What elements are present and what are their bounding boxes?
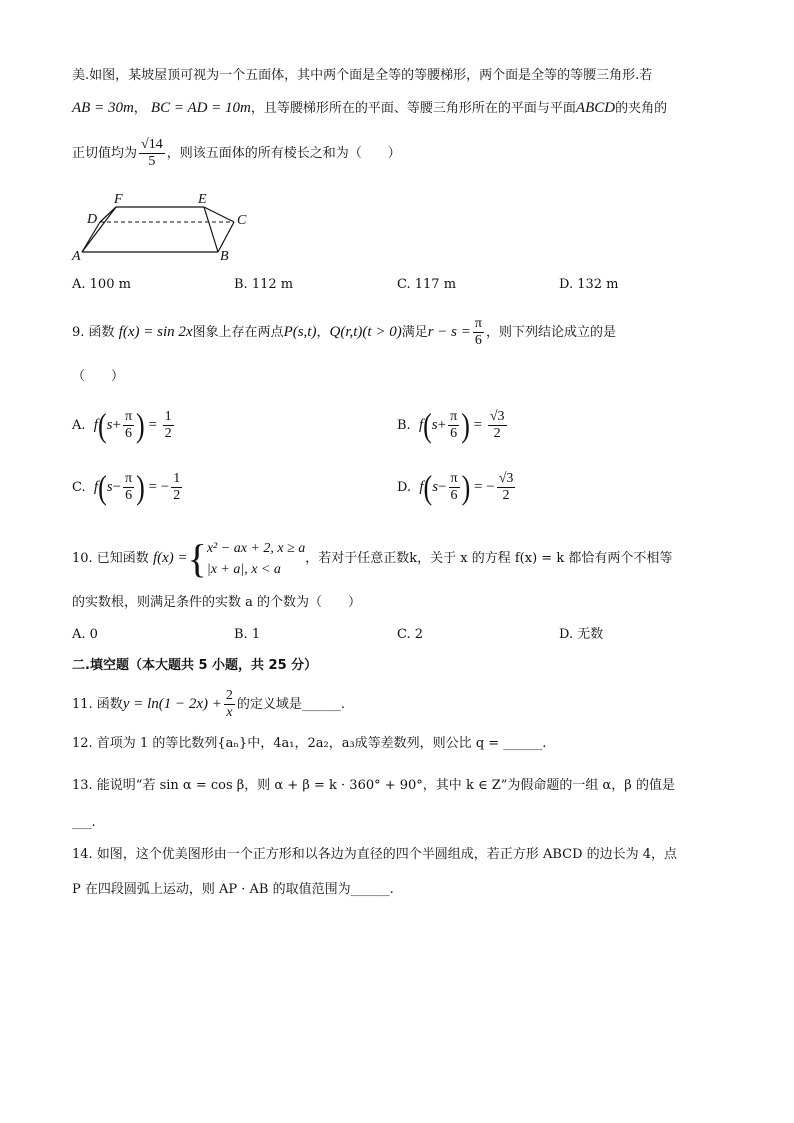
section-fill-in-title: 二.填空题（本大题共 5 小题，共 25 分） bbox=[72, 658, 318, 673]
q9-option-d: D. f(s− $\frac{\pi}{6}$ ) = − $\frac{√3}{2}$ bbox=[397, 468, 514, 506]
q8-option-c: C. 117 m bbox=[397, 277, 457, 292]
q11-expr: y = ln(1 − 2x) + bbox=[122, 696, 222, 712]
q11-post: 的定义域是______. bbox=[236, 697, 346, 712]
label-d: D bbox=[87, 212, 98, 227]
q9-cond: r − s = bbox=[427, 324, 471, 340]
q14-line2: P 在四段圆弧上运动，则 AP · AB 的取值范围为______. bbox=[72, 882, 394, 897]
q9-opt-a-label: A. bbox=[72, 418, 86, 433]
q9-opt-c-sign: − bbox=[112, 479, 122, 495]
q9-cond-den: 6 bbox=[474, 333, 482, 348]
edge-bc bbox=[218, 222, 234, 252]
q9-option-c: C. f(s− $\frac{\pi}{6}$ ) = − $\frac{1}{2}$ bbox=[72, 468, 181, 506]
q9-cond-frac bbox=[473, 316, 484, 349]
q9-opt-d-neg: − bbox=[486, 479, 495, 495]
q9-opt-d-six: 6 bbox=[450, 488, 458, 503]
q8-frac-den: 5 bbox=[148, 154, 156, 169]
q9-stem bbox=[72, 314, 754, 351]
label-f: F bbox=[114, 192, 123, 207]
label-e: E bbox=[198, 192, 207, 207]
q11-frac bbox=[224, 688, 235, 721]
q8-frac-num: √14 bbox=[141, 137, 163, 152]
q9-point-q: Q(r,t)(t > 0) bbox=[329, 324, 402, 340]
q9-mid2: 满足 bbox=[401, 325, 428, 340]
q9-opt-d-sign: − bbox=[438, 479, 447, 495]
q11-pre: 11. 函数 bbox=[72, 697, 123, 712]
q9-opt-d-pi: π bbox=[450, 471, 458, 486]
q10-option-a: A. 0 bbox=[72, 627, 98, 642]
q8-figure bbox=[70, 190, 260, 265]
q9-opt-c-six: 6 bbox=[125, 488, 133, 503]
q9-option-b: B. f(s+ $\frac{\pi}{6}$ ) = $\frac{√3}{2}$ bbox=[397, 406, 505, 444]
q10-piece1: x² − ax + 2, x ≥ a bbox=[206, 540, 306, 556]
label-a: A bbox=[72, 249, 81, 264]
q10-line2: 的实数根，则满足条件的实数 a 的个数为（ ） bbox=[72, 595, 362, 610]
q9-opt-c-rhs-num: 1 bbox=[173, 471, 181, 486]
q8-ab: AB = 30m bbox=[72, 100, 134, 116]
q11-num: 2 bbox=[225, 688, 233, 703]
q9-opt-d-rhs-den: 2 bbox=[502, 488, 510, 503]
q9-paren: （ ） bbox=[72, 369, 125, 384]
q10-option-b: B. 1 bbox=[234, 627, 261, 642]
edge-eb bbox=[204, 207, 218, 252]
q9-opt-b-sign: + bbox=[437, 417, 447, 433]
q9-opt-b-rhs-den: 2 bbox=[493, 426, 501, 441]
label-b: B bbox=[220, 249, 229, 264]
q9-comma: ， bbox=[316, 325, 330, 340]
q8-bc: BC = AD = 10m bbox=[150, 100, 251, 116]
q9-opt-d-label: D. bbox=[397, 480, 412, 495]
q10-option-d: D. 无数 bbox=[559, 627, 604, 642]
q9-option-a: A. f(s+ $\frac{\pi}{6}$ ) = $\frac{1}{2}$ bbox=[72, 406, 172, 444]
q9-opt-c-rhs-den: 2 bbox=[173, 488, 181, 503]
q9-fx: f(x) = sin 2x bbox=[118, 324, 193, 340]
q9-opt-a-pi: π bbox=[124, 409, 133, 424]
q11-den: x bbox=[226, 705, 233, 720]
q10-brace: { bbox=[187, 535, 207, 581]
q10-option-c: C. 2 bbox=[397, 627, 424, 642]
q13-line2: ___. bbox=[72, 815, 96, 830]
q9-opt-a-rhs-num: 1 bbox=[164, 409, 172, 424]
q9-opt-d-rhs-num: √3 bbox=[498, 471, 514, 486]
q10-stem bbox=[72, 536, 754, 581]
q9-opt-b-rhs-num: √3 bbox=[489, 409, 505, 424]
q9-opt-c-label: C. bbox=[72, 480, 86, 495]
q9-opt-a-sign: + bbox=[112, 417, 121, 433]
q9-mid1: 图象上存在两点 bbox=[192, 325, 284, 340]
q14-line1: 14. 如图，这个优美图形由一个正方形和以各边为直径的四个半圆组成，若正方形 ABCD 的边长为 4，点 bbox=[72, 847, 678, 862]
q8-line1: 美.如图，某坡屋顶可视为一个五面体，其中两个面是全等的等腰梯形，两个面是全等的等腰三角形.若 bbox=[72, 68, 653, 83]
q9-opt-b-six: 6 bbox=[450, 426, 458, 441]
q9-cond-num: π bbox=[474, 316, 482, 331]
q8-line2: AB = 30m， BC = AD = 10m，且等腰梯形所在的平面、等腰三角形所在的平面与平面ABCD的夹角的 bbox=[72, 100, 668, 116]
q10-pieces bbox=[207, 538, 305, 580]
q9-point-p: P(s,t) bbox=[283, 324, 317, 340]
q9-opt-c-neg: − bbox=[160, 479, 170, 495]
q8-line3 bbox=[72, 136, 754, 172]
q9-opt-a-six: 6 bbox=[124, 426, 132, 441]
q11-stem bbox=[72, 686, 754, 723]
q8-fraction bbox=[139, 137, 165, 170]
q8-line2-end: 的夹角的 bbox=[615, 101, 668, 116]
q9-opt-c-pi: π bbox=[125, 471, 133, 486]
q13-line1: 13. 能说明“若 sin α = cos β，则 α + β = k · 360° + 90°，其中 k ∈ Z”为假命题的一组 α，β 的值是 bbox=[72, 778, 675, 793]
q8-line3-post: ，则该五面体的所有棱长之和为（ ） bbox=[166, 146, 401, 161]
q10-pre: 10. 已知函数 bbox=[72, 551, 149, 566]
q12-stem: 12. 首项为 1 的等比数列{aₙ}中，4a₁，2a₂，a₃成等差数列，则公比 q = ______. bbox=[72, 736, 547, 751]
q9-pre: 9. 函数 bbox=[72, 325, 115, 340]
q10-post: ，若对于任意正数k，关于 x 的方程 f(x) = k 都恰有两个不相等 bbox=[305, 551, 673, 566]
label-c: C bbox=[237, 213, 247, 228]
q8-abcd: ABCD bbox=[575, 100, 616, 116]
q10-fx: f(x) = bbox=[152, 550, 188, 566]
q8-option-d: D. 132 m bbox=[559, 277, 619, 292]
q10-piece2: |x + a|, x < a bbox=[206, 561, 281, 577]
q8-line2-text: ，且等腰梯形所在的平面、等腰三角形所在的平面与平面 bbox=[250, 101, 576, 116]
edge-df bbox=[100, 207, 116, 222]
q9-post: ，则下列结论成立的是 bbox=[485, 325, 616, 340]
q8-option-b: B. 112 m bbox=[234, 277, 294, 292]
q9-opt-b-pi: π bbox=[450, 409, 458, 424]
q9-opt-a-rhs-den: 2 bbox=[164, 426, 172, 441]
q8-line3-pre: 正切值均为 bbox=[72, 146, 138, 161]
q9-opt-b-label: B. bbox=[397, 418, 411, 433]
q8-option-a: A. 100 m bbox=[72, 277, 131, 292]
